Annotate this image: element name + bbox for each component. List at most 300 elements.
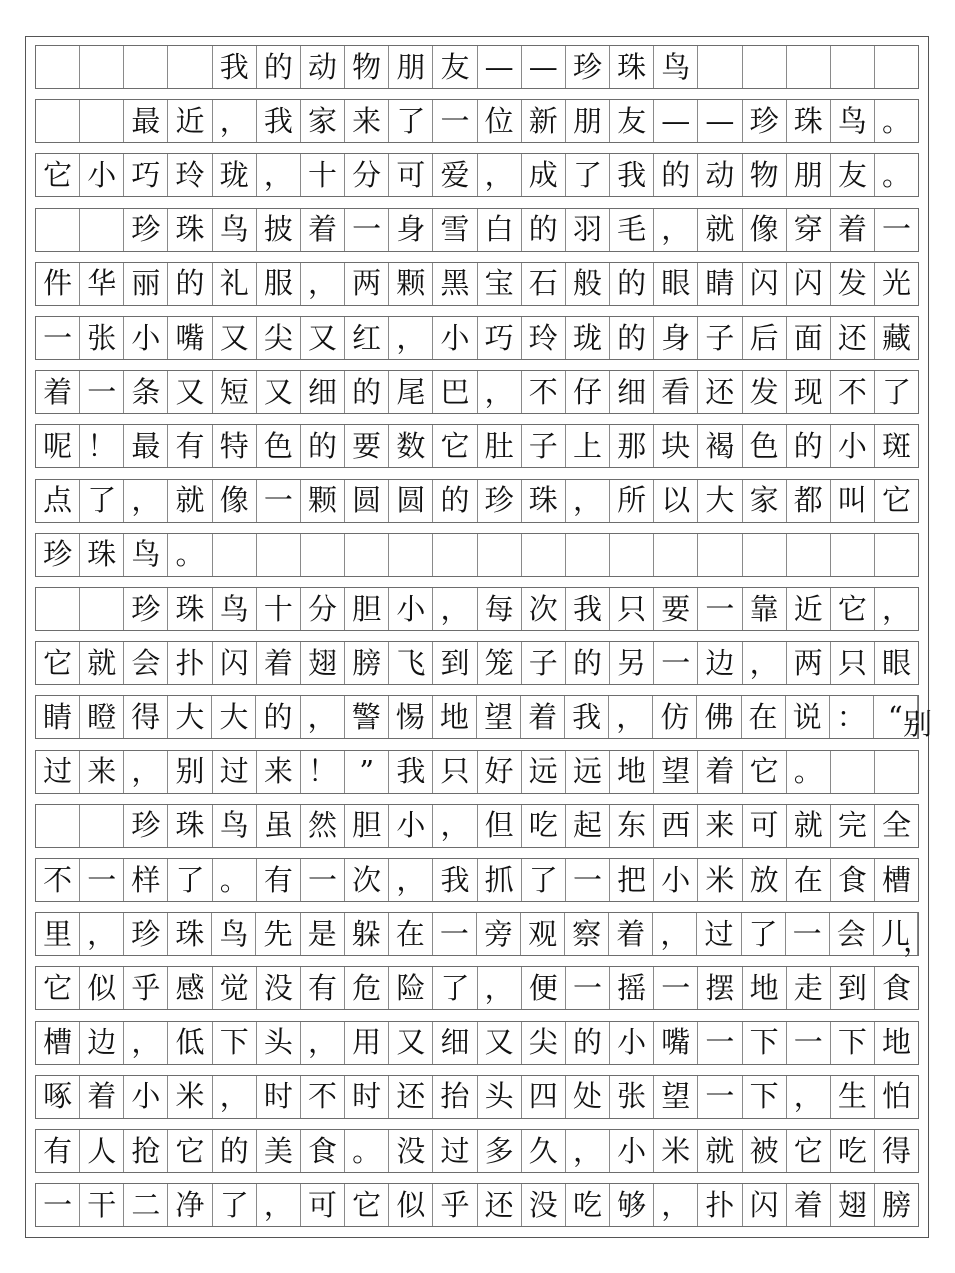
grid-square: 头 bbox=[257, 1022, 301, 1064]
grid-square: 斑 bbox=[882, 428, 912, 463]
text-row bbox=[35, 208, 919, 252]
grid-square: 一 bbox=[36, 1184, 80, 1226]
grid-square: 生 bbox=[831, 1076, 875, 1118]
grid-square bbox=[36, 209, 80, 251]
grid-square: 就 bbox=[168, 480, 212, 522]
grid-square: 儿 bbox=[874, 913, 918, 955]
grid-square bbox=[698, 534, 742, 576]
grid-square: 分 bbox=[301, 588, 345, 630]
grid-square: 观 bbox=[521, 913, 565, 955]
grid-square: 次 bbox=[345, 859, 389, 901]
grid-square: 它 bbox=[168, 1130, 212, 1172]
grid-square: 位 bbox=[478, 100, 522, 142]
grid-square: 只 bbox=[433, 751, 477, 793]
grid-square: 服 bbox=[257, 263, 301, 305]
grid-square: 胆 bbox=[345, 588, 389, 630]
grid-square: ： bbox=[830, 696, 874, 738]
grid-square: ， bbox=[301, 1022, 345, 1064]
grid-square: 然 bbox=[301, 805, 345, 847]
grid-square: 最 bbox=[124, 425, 168, 467]
grid-square: 穿 bbox=[787, 209, 831, 251]
grid-square: 得 bbox=[882, 1133, 912, 1168]
grid-square: 的 bbox=[213, 1130, 257, 1172]
grid-square: 一 bbox=[786, 913, 830, 955]
grid-square: 一 bbox=[698, 1076, 742, 1118]
grid-square: 鸟 bbox=[213, 209, 257, 251]
grid-square: 摇 bbox=[610, 967, 654, 1009]
grid-square: 会 bbox=[124, 642, 168, 684]
grid-square: 睛 bbox=[36, 696, 80, 738]
grid-square: 的 bbox=[654, 154, 698, 196]
grid-square: 珍 bbox=[36, 534, 80, 576]
grid-square: 珠 bbox=[168, 913, 212, 955]
grid-square: 我 bbox=[257, 100, 301, 142]
grid-square: 四 bbox=[522, 1076, 566, 1118]
grid-square: 着 bbox=[36, 371, 80, 413]
grid-square: 一 bbox=[301, 859, 345, 901]
grid-square: 不 bbox=[831, 371, 875, 413]
grid-square: 处 bbox=[566, 1076, 610, 1118]
grid-square: ， bbox=[80, 913, 124, 955]
grid-square: ！ bbox=[80, 425, 124, 467]
grid-square: 近 bbox=[168, 100, 212, 142]
grid-square: 细 bbox=[433, 1022, 477, 1064]
grid-square: 小 bbox=[654, 859, 698, 901]
grid-square: 有 bbox=[36, 1130, 80, 1172]
grid-square: 它 bbox=[882, 483, 912, 518]
text-row bbox=[35, 641, 919, 685]
grid-square: 可 bbox=[743, 805, 787, 847]
grid-square: 子 bbox=[522, 642, 566, 684]
grid-square bbox=[389, 534, 433, 576]
grid-square: 啄 bbox=[36, 1076, 80, 1118]
grid-square: 它 bbox=[433, 425, 477, 467]
grid-square: 还 bbox=[478, 1184, 522, 1226]
grid-square bbox=[80, 46, 124, 88]
grid-square: ， bbox=[257, 1184, 301, 1226]
grid-square: 仔 bbox=[566, 371, 610, 413]
grid-square: 好 bbox=[478, 751, 522, 793]
grid-square: 的 bbox=[256, 696, 300, 738]
grid-square: 着 bbox=[831, 209, 875, 251]
text-row bbox=[35, 1183, 919, 1227]
grid-square: 白 bbox=[478, 209, 522, 251]
grid-square: 它 bbox=[743, 751, 787, 793]
grid-square: 两 bbox=[345, 263, 389, 305]
grid-square: 丽 bbox=[124, 263, 168, 305]
title-row bbox=[35, 45, 919, 89]
grid-square: 危 bbox=[345, 967, 389, 1009]
grid-square: 说 bbox=[786, 696, 830, 738]
grid-square: 便 bbox=[522, 967, 566, 1009]
grid-square: 过 bbox=[213, 751, 257, 793]
grid-square: 条 bbox=[124, 371, 168, 413]
grid-square: 一 bbox=[654, 642, 698, 684]
grid-square bbox=[124, 46, 168, 88]
grid-square: 没 bbox=[389, 1130, 433, 1172]
grid-square: ， bbox=[213, 100, 257, 142]
text-row bbox=[35, 99, 919, 143]
grid-square: 靠 bbox=[743, 588, 787, 630]
grid-square: ， bbox=[654, 1184, 698, 1226]
grid-square: 友 bbox=[433, 46, 477, 88]
grid-square: 米 bbox=[654, 1130, 698, 1172]
grid-square: 会 bbox=[830, 913, 874, 955]
grid-square: 礼 bbox=[213, 263, 257, 305]
grid-square: 宝 bbox=[478, 263, 522, 305]
grid-square: 地 bbox=[743, 967, 787, 1009]
grid-square: 块 bbox=[654, 425, 698, 467]
grid-square: 一 bbox=[433, 913, 477, 955]
text-row bbox=[35, 587, 919, 631]
grid-square: ， bbox=[433, 588, 477, 630]
grid-square: 鸟 bbox=[213, 805, 257, 847]
grid-square: 细 bbox=[610, 371, 654, 413]
grid-square: 嘴 bbox=[168, 317, 212, 359]
grid-square: — bbox=[654, 100, 698, 142]
grid-square: 里 bbox=[36, 913, 80, 955]
grid-square: 了 bbox=[882, 374, 912, 409]
composition-sheet bbox=[25, 36, 932, 1238]
grid-square: 红 bbox=[345, 317, 389, 359]
grid-square: 着 bbox=[521, 696, 565, 738]
grid-square: 槽 bbox=[36, 1022, 80, 1064]
grid-square: 色 bbox=[743, 425, 787, 467]
grid-square: 还 bbox=[698, 371, 742, 413]
grid-square: 我 bbox=[566, 588, 610, 630]
grid-square: 睛 bbox=[698, 263, 742, 305]
grid-square: 来 bbox=[257, 751, 301, 793]
overflow-mark: ， bbox=[902, 924, 932, 959]
grid-square: 一 bbox=[566, 967, 610, 1009]
grid-square: ！ bbox=[301, 751, 345, 793]
grid-square: 身 bbox=[654, 317, 698, 359]
grid-square: 闪 bbox=[743, 263, 787, 305]
grid-square: 。 bbox=[787, 751, 831, 793]
grid-square bbox=[831, 46, 875, 88]
grid-square: 似 bbox=[389, 1184, 433, 1226]
grid-square: 边 bbox=[80, 1022, 124, 1064]
grid-square: 我 bbox=[389, 751, 433, 793]
grid-square bbox=[787, 46, 831, 88]
text-row bbox=[35, 262, 919, 306]
grid-square: 鸟 bbox=[831, 100, 875, 142]
grid-square: 的 bbox=[257, 46, 301, 88]
grid-square: 特 bbox=[213, 425, 257, 467]
grid-square: 看 bbox=[654, 371, 698, 413]
grid-square: 怕 bbox=[882, 1079, 912, 1114]
grid-square: 有 bbox=[168, 425, 212, 467]
grid-square: 到 bbox=[831, 967, 875, 1009]
grid-square: 吃 bbox=[522, 805, 566, 847]
grid-square: 子 bbox=[698, 317, 742, 359]
grid-square: 抓 bbox=[478, 859, 522, 901]
grid-square: 发 bbox=[743, 371, 787, 413]
grid-square: 槽 bbox=[882, 862, 912, 897]
grid-square: 眼 bbox=[654, 263, 698, 305]
grid-square: 。 bbox=[882, 103, 912, 138]
grid-square: 望 bbox=[654, 751, 698, 793]
grid-square: 食 bbox=[882, 970, 912, 1005]
grid-square: 珑 bbox=[566, 317, 610, 359]
grid-square: 嘴 bbox=[654, 1022, 698, 1064]
grid-square: 鸟 bbox=[212, 913, 256, 955]
grid-square: 来 bbox=[698, 805, 742, 847]
grid-square: 尖 bbox=[257, 317, 301, 359]
grid-square: 来 bbox=[80, 751, 124, 793]
grid-square: 。 bbox=[213, 859, 257, 901]
grid-square: 东 bbox=[610, 805, 654, 847]
grid-square bbox=[80, 805, 124, 847]
grid-square bbox=[36, 100, 80, 142]
grid-square: 米 bbox=[168, 1076, 212, 1118]
grid-square: 扑 bbox=[698, 1184, 742, 1226]
grid-square bbox=[698, 46, 742, 88]
grid-square: 飞 bbox=[389, 642, 433, 684]
grid-square: 躲 bbox=[345, 913, 389, 955]
grid-square: 一 bbox=[433, 100, 477, 142]
grid-square: 着 bbox=[257, 642, 301, 684]
grid-square: ， bbox=[478, 967, 522, 1009]
text-row bbox=[35, 1075, 919, 1119]
grid-square: 觉 bbox=[213, 967, 257, 1009]
grid-square: 的 bbox=[566, 642, 610, 684]
grid-square: 数 bbox=[389, 425, 433, 467]
grid-square: 像 bbox=[743, 209, 787, 251]
grid-square: ” bbox=[345, 751, 389, 793]
text-row bbox=[35, 533, 919, 577]
grid-square: 在 bbox=[787, 859, 831, 901]
grid-square: 闪 bbox=[743, 1184, 787, 1226]
grid-square: 先 bbox=[256, 913, 300, 955]
text-row bbox=[35, 1021, 919, 1065]
grid-square: 就 bbox=[698, 1130, 742, 1172]
grid-square: 玲 bbox=[522, 317, 566, 359]
grid-square: 大 bbox=[168, 696, 212, 738]
grid-square: 还 bbox=[831, 317, 875, 359]
grid-square: 物 bbox=[345, 46, 389, 88]
grid-square: 一 bbox=[257, 480, 301, 522]
grid-square: 一 bbox=[80, 859, 124, 901]
grid-square: 的 bbox=[522, 209, 566, 251]
grid-square: 瞪 bbox=[80, 696, 124, 738]
grid-square: 似 bbox=[80, 967, 124, 1009]
grid-square: 扑 bbox=[168, 642, 212, 684]
grid-square bbox=[36, 588, 80, 630]
grid-square: ， bbox=[478, 371, 522, 413]
grid-square: ， bbox=[653, 913, 697, 955]
grid-square: 着 bbox=[609, 913, 653, 955]
grid-square: 吃 bbox=[566, 1184, 610, 1226]
grid-square: 它 bbox=[36, 642, 80, 684]
grid-square bbox=[80, 100, 124, 142]
grid-square: 闪 bbox=[213, 642, 257, 684]
grid-square: ， bbox=[124, 1022, 168, 1064]
grid-square: 华 bbox=[80, 263, 124, 305]
grid-square: 朋 bbox=[787, 154, 831, 196]
grid-square: 米 bbox=[698, 859, 742, 901]
grid-square: 黑 bbox=[433, 263, 477, 305]
grid-square: 鸟 bbox=[213, 588, 257, 630]
grid-square: 张 bbox=[610, 1076, 654, 1118]
grid-square: 是 bbox=[301, 913, 345, 955]
grid-square: 得 bbox=[124, 696, 168, 738]
grid-square: 鸟 bbox=[654, 46, 698, 88]
grid-square: 乎 bbox=[433, 1184, 477, 1226]
grid-square: 人 bbox=[80, 1130, 124, 1172]
grid-square: 小 bbox=[124, 1076, 168, 1118]
grid-square: 每 bbox=[478, 588, 522, 630]
grid-square: 又 bbox=[478, 1022, 522, 1064]
grid-square: 过 bbox=[433, 1130, 477, 1172]
grid-square: 要 bbox=[345, 425, 389, 467]
grid-square: 动 bbox=[301, 46, 345, 88]
grid-square: 次 bbox=[522, 588, 566, 630]
grid-square: 成 bbox=[522, 154, 566, 196]
grid-square: 最 bbox=[124, 100, 168, 142]
grid-square: 仿 bbox=[653, 696, 697, 738]
grid-square: 珠 bbox=[787, 100, 831, 142]
grid-square: 了 bbox=[389, 100, 433, 142]
grid-square: 珍 bbox=[124, 913, 168, 955]
grid-square: 下 bbox=[743, 1022, 787, 1064]
grid-square: ， bbox=[124, 480, 168, 522]
grid-square: 翅 bbox=[831, 1184, 875, 1226]
grid-square: 我 bbox=[610, 154, 654, 196]
grid-square: 的 bbox=[345, 371, 389, 413]
grid-square: 下 bbox=[831, 1022, 875, 1064]
grid-square: ， bbox=[301, 263, 345, 305]
grid-square: 乎 bbox=[124, 967, 168, 1009]
grid-square bbox=[831, 534, 875, 576]
grid-square: ， bbox=[654, 209, 698, 251]
grid-square: 膀 bbox=[882, 1187, 912, 1222]
grid-square: 珍 bbox=[124, 209, 168, 251]
grid-square: 净 bbox=[168, 1184, 212, 1226]
grid-square: 了 bbox=[566, 154, 610, 196]
grid-square: 多 bbox=[478, 1130, 522, 1172]
grid-square: 翅 bbox=[301, 642, 345, 684]
grid-square bbox=[36, 805, 80, 847]
overflow-mark: 别 bbox=[902, 707, 932, 742]
grid-square: 眼 bbox=[882, 645, 912, 680]
grid-square: 所 bbox=[610, 480, 654, 522]
grid-square: 十 bbox=[301, 154, 345, 196]
grid-square: 小 bbox=[610, 1130, 654, 1172]
grid-square: 巧 bbox=[478, 317, 522, 359]
grid-square: 以 bbox=[654, 480, 698, 522]
grid-square: 不 bbox=[301, 1076, 345, 1118]
grid-square: 时 bbox=[345, 1076, 389, 1118]
grid-square: 件 bbox=[36, 263, 80, 305]
grid-square: 友 bbox=[610, 100, 654, 142]
grid-square: 那 bbox=[610, 425, 654, 467]
grid-square: 玲 bbox=[168, 154, 212, 196]
grid-square: 又 bbox=[213, 317, 257, 359]
grid-square: 的 bbox=[301, 425, 345, 467]
grid-square: 小 bbox=[389, 588, 433, 630]
grid-square bbox=[566, 534, 610, 576]
grid-square: 珠 bbox=[522, 480, 566, 522]
text-row bbox=[35, 966, 919, 1010]
grid-square: 了 bbox=[80, 480, 124, 522]
grid-square: 全 bbox=[882, 808, 912, 843]
grid-square: 它 bbox=[36, 154, 80, 196]
grid-square: 远 bbox=[566, 751, 610, 793]
grid-square: 佛 bbox=[697, 696, 741, 738]
grid-square: 干 bbox=[80, 1184, 124, 1226]
grid-square: 可 bbox=[389, 154, 433, 196]
grid-square: 珍 bbox=[478, 480, 522, 522]
grid-square: 颗 bbox=[301, 480, 345, 522]
grid-square: 另 bbox=[610, 642, 654, 684]
grid-square: 珍 bbox=[743, 100, 787, 142]
text-row bbox=[35, 750, 919, 794]
grid-square: 褐 bbox=[698, 425, 742, 467]
grid-square bbox=[875, 46, 918, 88]
grid-square: ， bbox=[257, 154, 301, 196]
grid-square: 用 bbox=[345, 1022, 389, 1064]
grid-square: 。 bbox=[882, 157, 912, 192]
grid-square: 身 bbox=[389, 209, 433, 251]
grid-square: 小 bbox=[433, 317, 477, 359]
text-row bbox=[35, 424, 919, 468]
text-row bbox=[35, 912, 932, 959]
text-row bbox=[35, 695, 932, 742]
grid-square: 珍 bbox=[566, 46, 610, 88]
grid-square: 但 bbox=[478, 805, 522, 847]
grid-square: 都 bbox=[787, 480, 831, 522]
grid-square: 披 bbox=[257, 209, 301, 251]
grid-square: ， bbox=[301, 696, 345, 738]
grid-square: 过 bbox=[697, 913, 741, 955]
grid-square: 的 bbox=[168, 263, 212, 305]
grid-square: 起 bbox=[566, 805, 610, 847]
grid-square: 它 bbox=[787, 1130, 831, 1172]
grid-square: 珠 bbox=[80, 534, 124, 576]
grid-square: 远 bbox=[522, 751, 566, 793]
grid-square: ， bbox=[124, 751, 168, 793]
grid-square: 分 bbox=[345, 154, 389, 196]
grid-square: 子 bbox=[522, 425, 566, 467]
grid-square bbox=[831, 751, 875, 793]
grid-square bbox=[80, 209, 124, 251]
grid-square: 还 bbox=[389, 1076, 433, 1118]
grid-square: 的 bbox=[610, 317, 654, 359]
grid-square: 摆 bbox=[698, 967, 742, 1009]
grid-square bbox=[36, 46, 80, 88]
grid-square: 地 bbox=[433, 696, 477, 738]
grid-square bbox=[787, 534, 831, 576]
grid-square: 只 bbox=[831, 642, 875, 684]
text-row bbox=[35, 316, 919, 360]
grid-square: 后 bbox=[743, 317, 787, 359]
grid-square: 的 bbox=[787, 425, 831, 467]
grid-square: 珍 bbox=[124, 805, 168, 847]
grid-square: 爱 bbox=[433, 154, 477, 196]
grid-square: 鸟 bbox=[124, 534, 168, 576]
grid-square: 一 bbox=[345, 209, 389, 251]
grid-square: 。 bbox=[168, 534, 212, 576]
grid-square: 点 bbox=[36, 480, 80, 522]
grid-square bbox=[168, 46, 212, 88]
grid-square: ， bbox=[389, 859, 433, 901]
grid-square bbox=[213, 534, 257, 576]
grid-square: 走 bbox=[787, 967, 831, 1009]
grid-square: 我 bbox=[213, 46, 257, 88]
grid-square: 时 bbox=[257, 1076, 301, 1118]
grid-square: 就 bbox=[80, 642, 124, 684]
